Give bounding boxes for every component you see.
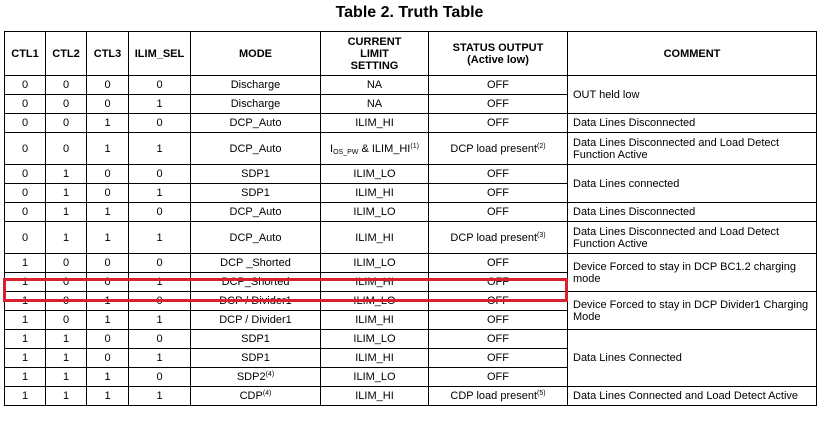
- cell-ctl2: 0: [46, 311, 87, 330]
- cell-status-output: DCP load present$^{(3)}$: [429, 222, 568, 254]
- cell-ilim-sel: 1: [129, 184, 191, 203]
- cell-mode: SDP1: [191, 184, 321, 203]
- cell-ctl2: 1: [46, 165, 87, 184]
- cell-ctl3: 1: [87, 368, 129, 387]
- cell-current-limit: ILIM_HI: [321, 222, 429, 254]
- cell-ctl1: 0: [5, 133, 46, 165]
- cell-ctl1: 1: [5, 387, 46, 406]
- header-row: [5, 32, 817, 76]
- cell-mode: DCP_Auto: [191, 133, 321, 165]
- cell-mode: DCP_Auto: [191, 114, 321, 133]
- cell-ctl3: 0: [87, 165, 129, 184]
- cell-status-output: CDP load present$^{(5)}$: [429, 387, 568, 406]
- cell-current-limit: ILIM_HI: [321, 273, 429, 292]
- cell-comment: Device Forced to stay in DCP BC1.2 charging mode: [568, 254, 817, 292]
- cell-comment: Data Lines connected: [568, 165, 817, 203]
- cell-ctl1: 1: [5, 330, 46, 349]
- cell-current-limit: ILIM_HI: [321, 114, 429, 133]
- cell-current-limit: ILIM_HI: [321, 387, 429, 406]
- cell-current-limit: ILIM_HI: [321, 311, 429, 330]
- table-row: [5, 387, 817, 406]
- cell-current-limit: ILIM_LO: [321, 165, 429, 184]
- cell-current-limit: ILIM_LO: [321, 254, 429, 273]
- cell-comment: Data Lines Disconnected and Load Detect Function Active: [568, 222, 817, 254]
- cell-ilim-sel: 0: [129, 165, 191, 184]
- cell-mode: DCP_Shorted: [191, 273, 321, 292]
- cell-ctl1: 0: [5, 114, 46, 133]
- cell-ctl2: 1: [46, 349, 87, 368]
- cell-ilim-sel: 0: [129, 330, 191, 349]
- cell-mode: DCP / Divider1: [191, 311, 321, 330]
- cell-current-limit: NA: [321, 95, 429, 114]
- cell-ctl3: 1: [87, 222, 129, 254]
- cell-current-limit: ILIM_HI: [321, 184, 429, 203]
- cell-mode: Discharge: [191, 95, 321, 114]
- cell-ctl3: 1: [87, 311, 129, 330]
- cell-ctl2: 0: [46, 133, 87, 165]
- cell-comment: Device Forced to stay in DCP Divider1 Charging Mode: [568, 292, 817, 330]
- cell-comment: OUT held low: [568, 76, 817, 114]
- cell-ctl1: 1: [5, 311, 46, 330]
- cell-ilim-sel: 1: [129, 387, 191, 406]
- cell-current-limit: ILIM_LO: [321, 330, 429, 349]
- cell-mode: Discharge: [191, 76, 321, 95]
- table-row: [5, 254, 817, 273]
- cell-ctl2: 0: [46, 292, 87, 311]
- cell-ctl1: 1: [5, 368, 46, 387]
- cell-status-output: OFF: [429, 165, 568, 184]
- cell-ctl2: 0: [46, 95, 87, 114]
- cell-mode: DCP_Auto: [191, 203, 321, 222]
- cell-ctl1: 1: [5, 349, 46, 368]
- cell-ctl1: 0: [5, 222, 46, 254]
- header-ctl3: CTL3: [87, 32, 129, 76]
- cell-ctl1: 0: [5, 95, 46, 114]
- cell-ctl3: 1: [87, 292, 129, 311]
- cell-ctl1: 0: [5, 203, 46, 222]
- cell-comment: Data Lines Disconnected: [568, 114, 817, 133]
- header-ilim-sel: ILIM_SEL: [129, 32, 191, 76]
- table-row: [5, 203, 817, 222]
- cell-ilim-sel: 1: [129, 133, 191, 165]
- cell-ctl2: 1: [46, 203, 87, 222]
- cell-current-limit: ILIM_LO: [321, 368, 429, 387]
- table-row: [5, 76, 817, 95]
- cell-ctl3: 1: [87, 114, 129, 133]
- cell-ctl3: 0: [87, 273, 129, 292]
- cell-comment: Data Lines Disconnected: [568, 203, 817, 222]
- cell-ctl3: 0: [87, 254, 129, 273]
- table-row: [5, 292, 817, 311]
- cell-ilim-sel: 1: [129, 311, 191, 330]
- cell-mode: SDP1: [191, 349, 321, 368]
- header-mode: MODE: [191, 32, 321, 76]
- cell-current-limit: $I_{OS\_PW}$ & ILIM_HI$^{(1)}$: [321, 133, 429, 165]
- cell-status-output: OFF: [429, 368, 568, 387]
- cell-status-output: OFF: [429, 184, 568, 203]
- table-row: [5, 222, 817, 254]
- cell-ilim-sel: 1: [129, 273, 191, 292]
- cell-ctl1: 0: [5, 76, 46, 95]
- cell-ctl3: 0: [87, 184, 129, 203]
- table-row: [5, 133, 817, 165]
- header-status-output: STATUS OUTPUT (Active low): [429, 32, 568, 76]
- cell-status-output: OFF: [429, 273, 568, 292]
- cell-ctl1: 1: [5, 292, 46, 311]
- header-ctl1: CTL1: [5, 32, 46, 76]
- cell-ctl2: 0: [46, 114, 87, 133]
- cell-status-output: OFF: [429, 311, 568, 330]
- cell-ctl2: 0: [46, 254, 87, 273]
- cell-ctl2: 0: [46, 76, 87, 95]
- cell-ctl2: 1: [46, 330, 87, 349]
- cell-ctl2: 1: [46, 184, 87, 203]
- cell-ctl3: 1: [87, 133, 129, 165]
- header-comment: COMMENT: [568, 32, 817, 76]
- cell-ctl3: 1: [87, 387, 129, 406]
- cell-ilim-sel: 1: [129, 95, 191, 114]
- cell-status-output: OFF: [429, 203, 568, 222]
- cell-ilim-sel: 0: [129, 114, 191, 133]
- cell-status-output: OFF: [429, 95, 568, 114]
- cell-status-output: OFF: [429, 114, 568, 133]
- header-ctl2: CTL2: [46, 32, 87, 76]
- cell-ilim-sel: 0: [129, 292, 191, 311]
- cell-ctl1: 0: [5, 184, 46, 203]
- cell-mode: DCP _Shorted: [191, 254, 321, 273]
- cell-ctl2: 1: [46, 387, 87, 406]
- cell-current-limit: ILIM_LO: [321, 203, 429, 222]
- cell-ilim-sel: 0: [129, 76, 191, 95]
- cell-ctl1: 0: [5, 165, 46, 184]
- cell-comment: Data Lines Connected and Load Detect Active: [568, 387, 817, 406]
- cell-ctl2: 1: [46, 368, 87, 387]
- cell-mode: DCP / Divider1: [191, 292, 321, 311]
- cell-ilim-sel: 1: [129, 222, 191, 254]
- cell-comment: Data Lines Connected: [568, 330, 817, 387]
- cell-ctl3: 0: [87, 349, 129, 368]
- header-current-limit: CURRENT LIMIT SETTING: [321, 32, 429, 76]
- table-title: Table 2. Truth Table: [335, 4, 484, 21]
- table-row: [5, 330, 817, 349]
- cell-status-output: OFF: [429, 330, 568, 349]
- cell-ilim-sel: 0: [129, 254, 191, 273]
- cell-current-limit: ILIM_LO: [321, 292, 429, 311]
- cell-current-limit: ILIM_HI: [321, 349, 429, 368]
- truth-table: [4, 31, 817, 406]
- cell-ctl3: 0: [87, 330, 129, 349]
- cell-status-output: OFF: [429, 76, 568, 95]
- cell-ctl3: 0: [87, 95, 129, 114]
- cell-mode: SDP1: [191, 330, 321, 349]
- cell-ctl2: 1: [46, 222, 87, 254]
- cell-ilim-sel: 0: [129, 203, 191, 222]
- cell-status-output: OFF: [429, 349, 568, 368]
- cell-ctl2: 0: [46, 273, 87, 292]
- cell-ctl3: 1: [87, 203, 129, 222]
- cell-comment: Data Lines Disconnected and Load Detect Function Active: [568, 133, 817, 165]
- cell-mode: CDP$^{(4)}$: [191, 387, 321, 406]
- table-row: [5, 165, 817, 184]
- cell-ctl1: 1: [5, 254, 46, 273]
- cell-ctl3: 0: [87, 76, 129, 95]
- cell-status-output: DCP load present$^{(2)}$: [429, 133, 568, 165]
- table-row: [5, 114, 817, 133]
- cell-ctl1: 1: [5, 273, 46, 292]
- cell-mode: DCP_Auto: [191, 222, 321, 254]
- cell-mode: SDP1: [191, 165, 321, 184]
- cell-mode: SDP2$^{(4)}$: [191, 368, 321, 387]
- cell-status-output: OFF: [429, 292, 568, 311]
- cell-current-limit: NA: [321, 76, 429, 95]
- cell-ilim-sel: 1: [129, 349, 191, 368]
- cell-status-output: OFF: [429, 254, 568, 273]
- cell-ilim-sel: 0: [129, 368, 191, 387]
